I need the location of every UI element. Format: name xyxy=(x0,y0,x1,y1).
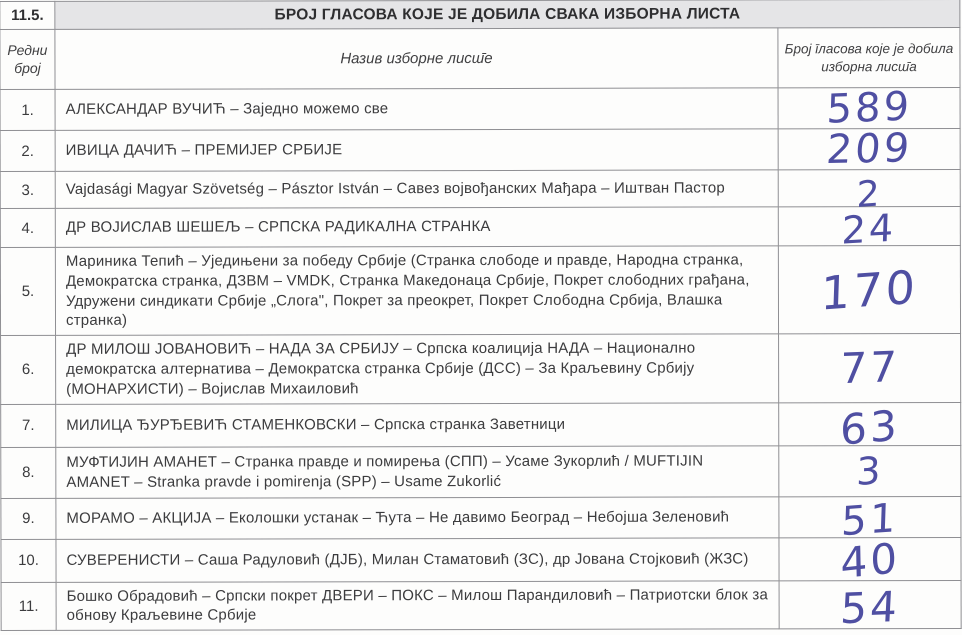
row-list-name: Мариника Тепић – Уједињени за победу Србије (Странка слободе и правде, Народна странка, Демократска странка, ДЗВМ – VMDK, Странка Македонаца Србије, Покрет слободних грађана, Удружени синдикати Србије „Слога", Покрет за преокрет, Покрет Слободна Србија, Влашка странка) xyxy=(55,246,778,336)
row-votes-cell xyxy=(779,400,961,455)
handwritten-vote-count: 2 xyxy=(855,173,883,217)
row-votes-cell xyxy=(778,125,960,174)
row-votes-cell xyxy=(779,580,961,634)
handwritten-vote-count: 51 xyxy=(840,494,900,545)
row-ordinal-number: 10. xyxy=(1,539,56,582)
row-list-name: ИВИЦА ДАЧИЋ – ПРЕМИЈЕР СРБИЈЕ xyxy=(55,129,778,172)
table-row xyxy=(1,445,961,498)
row-votes-cell xyxy=(778,169,960,217)
row-ordinal-number: 7. xyxy=(1,404,56,447)
row-ordinal-number: 5. xyxy=(0,247,55,335)
table-row xyxy=(1,334,961,404)
table-row xyxy=(0,128,960,171)
row-ordinal-number: 11. xyxy=(1,582,56,631)
title-row xyxy=(0,0,960,30)
table-row xyxy=(1,402,961,447)
row-ordinal-number: 3. xyxy=(0,171,55,208)
row-list-name: ДР МИЛОШ ЈОВАНОВИЋ – НАДА ЗА СРБИЈУ – Српска коалиција НАДА – Национално демократска алтернатива – Демократска странка Србије (ДСС) – За Краљевину Србију (МОНАРХИСТИ) – Војислав Михаиловић xyxy=(56,334,779,404)
row-ordinal-number: 2. xyxy=(0,130,55,171)
row-votes-cell xyxy=(778,245,960,334)
handwritten-vote-count: 3 xyxy=(855,448,885,494)
table-row xyxy=(0,206,960,247)
row-votes-cell xyxy=(779,532,961,588)
table-row xyxy=(1,580,961,631)
column-header-row xyxy=(0,27,960,89)
table-row xyxy=(1,537,961,582)
handwritten-vote-count: 77 xyxy=(839,341,901,394)
row-ordinal-number: 1. xyxy=(0,89,55,130)
column-header-votes: Број īласова које је добила изборна лисш̄а xyxy=(778,27,960,87)
row-votes-cell xyxy=(778,83,960,133)
column-header-list-name: Назив изборне лисш̄е xyxy=(55,28,778,90)
row-list-name: СУВЕРЕНИСТИ – Саша Радуловић (ДЈБ), Милан Стаматовић (ЗС), др Јована Стојковић (ЖЗС) xyxy=(56,537,779,582)
row-votes-cell xyxy=(779,494,961,545)
row-votes-cell xyxy=(779,445,961,496)
row-list-name: МУФТИЈИН АМАНЕТ – Странка правде и помирења (СПП) – Усаме Зукорлић / MUFTIJIN AMANET – Stranka pravde i pomirenja (SPP) – Usame Zukorlić xyxy=(56,445,779,498)
handwritten-vote-count: 40 xyxy=(839,532,901,588)
handwritten-vote-count: 209 xyxy=(824,125,914,174)
row-list-name: Vajdasági Magyar Szövetség – Pásztor István – Савез војвођанских Мађара – Иштван Пастор xyxy=(55,170,778,209)
table-row xyxy=(0,87,960,130)
handwritten-vote-count: 24 xyxy=(841,205,898,253)
column-header-ordinal: Редни број xyxy=(0,29,55,89)
row-list-name: МОРАМО – АКЦИЈА – Еколошки устанак – Ћута – Не давимо Београд – Небојша Зеленовић xyxy=(56,496,779,539)
section-number: 11.5. xyxy=(0,1,55,29)
handwritten-vote-count: 63 xyxy=(839,400,900,455)
table-row xyxy=(0,245,960,335)
row-ordinal-number: 4. xyxy=(0,208,55,247)
handwritten-vote-count: 589 xyxy=(825,83,913,133)
row-ordinal-number: 9. xyxy=(1,498,56,539)
table-row xyxy=(0,169,960,208)
table-row xyxy=(1,496,961,539)
row-list-name: ДР ВОЈИСЛАВ ШЕШЕЉ – СРПСКА РАДИКАЛНА СТРАНКА xyxy=(55,207,778,248)
row-votes-cell xyxy=(778,205,960,253)
handwritten-vote-count: 54 xyxy=(838,582,901,634)
table-title: БРОЈ ГЛАСОВА КОЈЕ ЈЕ ДОБИЛА СВАКА ИЗБОРНА ЛИСТА xyxy=(55,0,960,29)
row-list-name: АЛЕКСАНДАР ВУЧИЋ – Заједно можемо све xyxy=(55,88,778,131)
handwritten-vote-count: 170 xyxy=(819,259,919,321)
results-table-body xyxy=(0,83,961,634)
row-ordinal-number: 8. xyxy=(1,447,56,498)
row-votes-cell xyxy=(779,334,961,403)
row-list-name: Бошко Обрадовић – Српски покрет ДВЕРИ – ПОКС – Милош Парандиловић – Патриотски блок за обнову Краљевине Србије xyxy=(56,580,779,630)
row-list-name: МИЛИЦА ЂУРЂЕВИЋ СТАМЕНКОВСКИ – Српска странка Заветници xyxy=(56,402,779,447)
row-ordinal-number: 6. xyxy=(1,336,56,405)
